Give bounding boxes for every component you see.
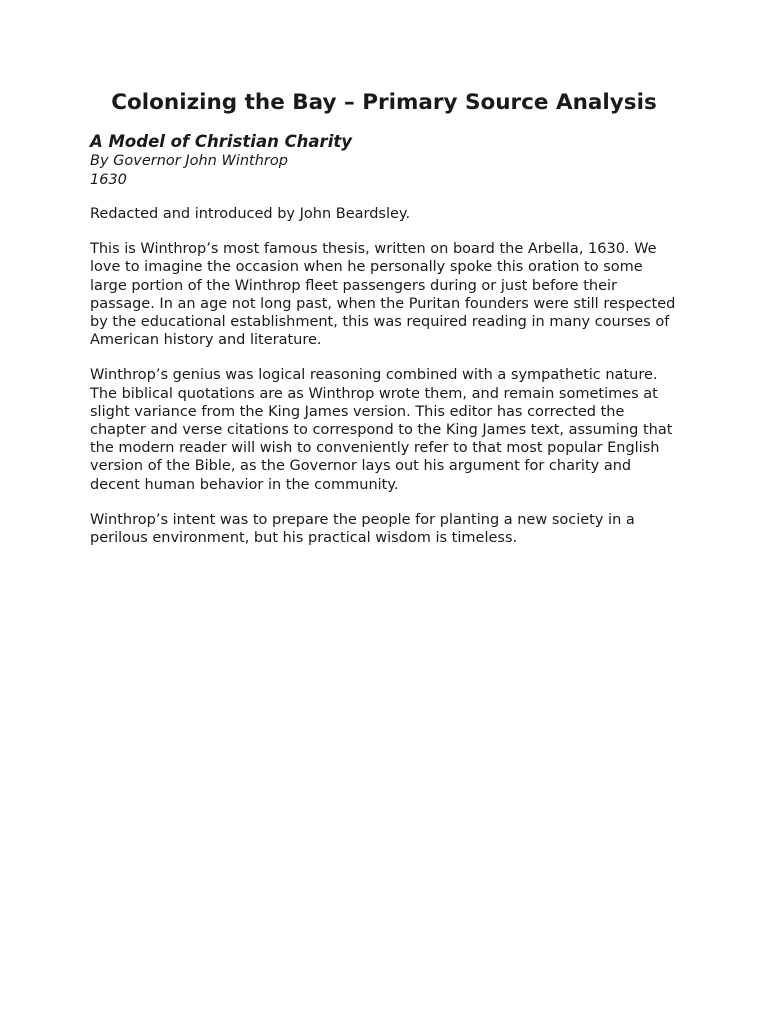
year-line: 1630 [90,171,127,188]
document-title: Colonizing the Bay – Primary Source Analysis [111,90,657,115]
work-title: A Model of Christian Charity [90,132,352,151]
body-paragraph: Winthrop’s genius was logical reasoning combined with a sympathetic nature. The biblical quotations are as Winthrop wrote them, and remain sometimes at slight variance from the King James version. This editor has corrected the chapter and verse citations to correspond to the King James text, assuming that the modern reader will wish to conveniently refer to that most popular English version of the Bible, as the Governor lays out his argument for charity and decent human behavior in the community. [90,367,673,493]
intro-credit-paragraph: Redacted and introduced by John Beardsley. [90,206,411,222]
body-paragraph: This is Winthrop’s most famous thesis, written on board the Arbella, 1630. We love to imagine the occasion when he personally spoke this oration to some large portion of the Winthrop fleet passengers during or just before their passage. In an age not long past, when the Puritan founders were still respected by the educational establishment, this was required reading in many courses of American history and literature. [90,241,676,349]
body-paragraph: Winthrop’s intent was to prepare the people for planting a new society in a perilous environment, but his practical wisdom is timeless. [90,511,635,547]
author-line: By Governor John Winthrop [90,153,288,169]
document-body [90,132,680,547]
